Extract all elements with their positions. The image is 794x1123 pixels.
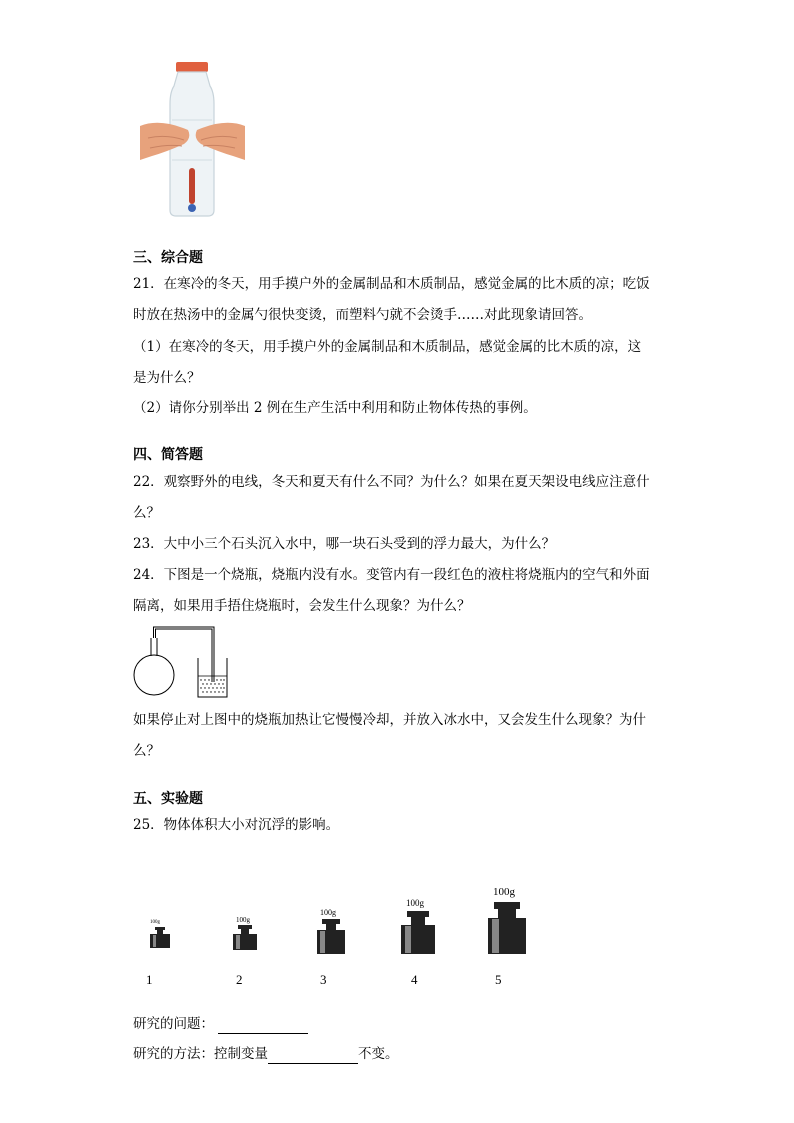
q21-sub2: （2）请你分别举出 2 例在生产生活中利用和防止物体传热的事例。 [133,400,537,416]
section3-title: 三、综合题 [133,250,203,266]
weight-3-mark: 100g [320,908,336,917]
weight-3-number: 3 [320,972,327,987]
research-question-blank[interactable] [218,1018,308,1034]
research-question-label: 研究的问题： [133,1016,214,1032]
research-method-blank[interactable] [268,1048,358,1064]
q24-follow-line1: 如果停止对上图中的烧瓶加热让它慢慢冷却，并放入冰水中，又会发生什么现象？为什 [133,712,646,728]
q23: 23．大中小三个石头沉入水中，哪一块石头受到的浮力最大，为什么？ [133,536,556,552]
q21-line2: 时放在热汤中的金属勺很快变烫，而塑料勺就不会烫手……对此现象请回答。 [133,307,592,323]
q21-sub1-line2: 是为什么？ [133,370,201,386]
weight-1-number: 1 [146,972,153,987]
q24-line1: 24．下图是一个烧瓶，烧瓶内没有水。变管内有一段红色的液柱将烧瓶内的空气和外面 [133,567,650,583]
q22-line2: 么？ [133,505,160,521]
weight-2 [228,916,262,956]
q22-line1: 22．观察野外的电线，冬天和夏天有什么不同？为什么？如果在夏天架设电线应注意什 [133,474,650,490]
weight-1 [145,920,175,955]
weight-4-number: 4 [411,972,418,987]
q25: 25．物体体积大小对沉浮的影响。 [133,817,340,833]
weight-5-number: 5 [495,972,502,987]
research-question-row [133,1014,308,1034]
q24-line2: 隔离，如果用手捂住烧瓶时，会发生什么现象？为什么？ [133,598,471,614]
q21-sub1-line1: （1）在寒冷的冬天，用手摸户外的金属制品和木质制品，感觉金属的比木质的凉，这 [133,339,642,355]
weight-4-mark: 100g [406,898,424,908]
weight-2-mark: 100g [236,916,250,924]
weights-figure [130,880,540,990]
flask-diagram [133,624,233,702]
weight-1-mark: 100g [150,920,160,925]
weight-4 [396,898,440,958]
bottle-photo [140,60,245,220]
q24-follow-line2: 么？ [133,743,160,759]
research-method-row [133,1044,399,1064]
weight-3 [312,908,350,958]
section5-title: 五、实验题 [133,791,203,807]
weight-5 [483,886,531,958]
weight-2-number: 2 [236,972,243,987]
section4-title: 四、简答题 [133,447,203,463]
research-method-suffix: 不变。 [358,1046,399,1062]
research-method-label: 研究的方法：控制变量 [133,1046,268,1062]
weight-5-mark: 100g [493,886,515,898]
q21-line1: 21．在寒冷的冬天，用手摸户外的金属制品和木质制品，感觉金属的比木质的凉；吃饭 [133,276,650,292]
